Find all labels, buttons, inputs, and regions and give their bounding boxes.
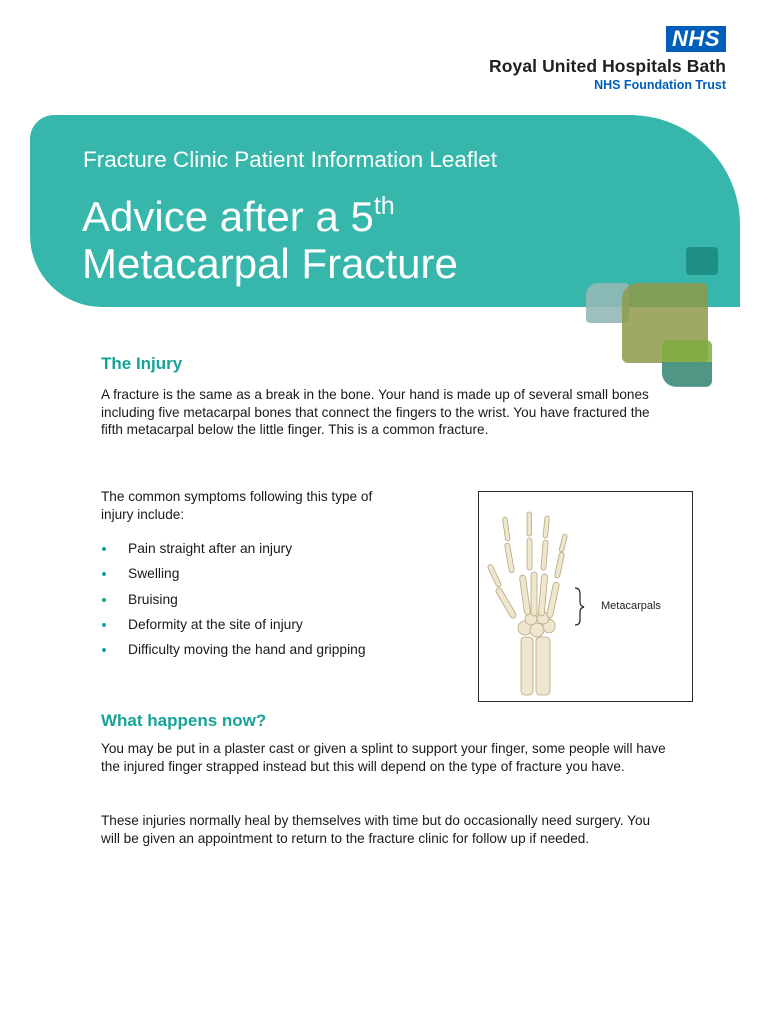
- list-item: Pain straight after an injury: [101, 539, 366, 564]
- what-happens-paragraph-1: You may be put in a plaster cast or given a splint to support your finger, some people will have the injured finger strapped instead but this will depend on the type of fracture you have.: [101, 741, 666, 774]
- what-happens-paragraph-2: These injuries normally heal by themselves with time but do occasionally need surgery. You will be given an appointment to return to the fracture clinic for follow up if needed.: [101, 813, 651, 846]
- list-item: Difficulty moving the hand and gripping: [101, 640, 366, 665]
- nhs-badge: NHS: [666, 26, 726, 52]
- symptoms-intro: The common symptoms following this type of injury include:: [101, 489, 373, 522]
- leaflet-subtitle: Fracture Clinic Patient Information Leaflet: [83, 147, 497, 172]
- symptom-list: [101, 539, 366, 665]
- injury-paragraph: A fracture is the same as a break in the bone. Your hand is made up of several small bones including five metacarpal bones that connect the fingers to the wrist. You have fractured the fifth metacarpal below the little finger. This is a common fracture.: [101, 387, 650, 437]
- decor-square-teal-bottom: [662, 362, 712, 387]
- metacarpals-label: Metacarpals: [601, 600, 661, 612]
- title-line1: Advice after a 5: [82, 193, 374, 240]
- nhs-logo: [489, 26, 726, 92]
- injury-heading: The Injury: [101, 354, 183, 373]
- title-line2: Metacarpal Fracture: [82, 240, 458, 287]
- bracket-shape: [575, 588, 584, 625]
- org-trust: NHS Foundation Trust: [594, 78, 726, 92]
- decor-square-dark: [686, 247, 718, 275]
- what-happens-heading: What happens now?: [101, 711, 267, 730]
- hand-bones-illustration: [479, 492, 692, 701]
- title-superscript: th: [373, 192, 395, 220]
- title-banner: [30, 115, 740, 307]
- hand-xray-figure: [478, 491, 693, 702]
- list-item: Deformity at the site of injury: [101, 615, 366, 640]
- list-item: Bruising: [101, 590, 366, 615]
- leaflet-title: [82, 193, 458, 287]
- list-item: Swelling: [101, 564, 366, 589]
- org-name: Royal United Hospitals Bath: [488, 56, 726, 76]
